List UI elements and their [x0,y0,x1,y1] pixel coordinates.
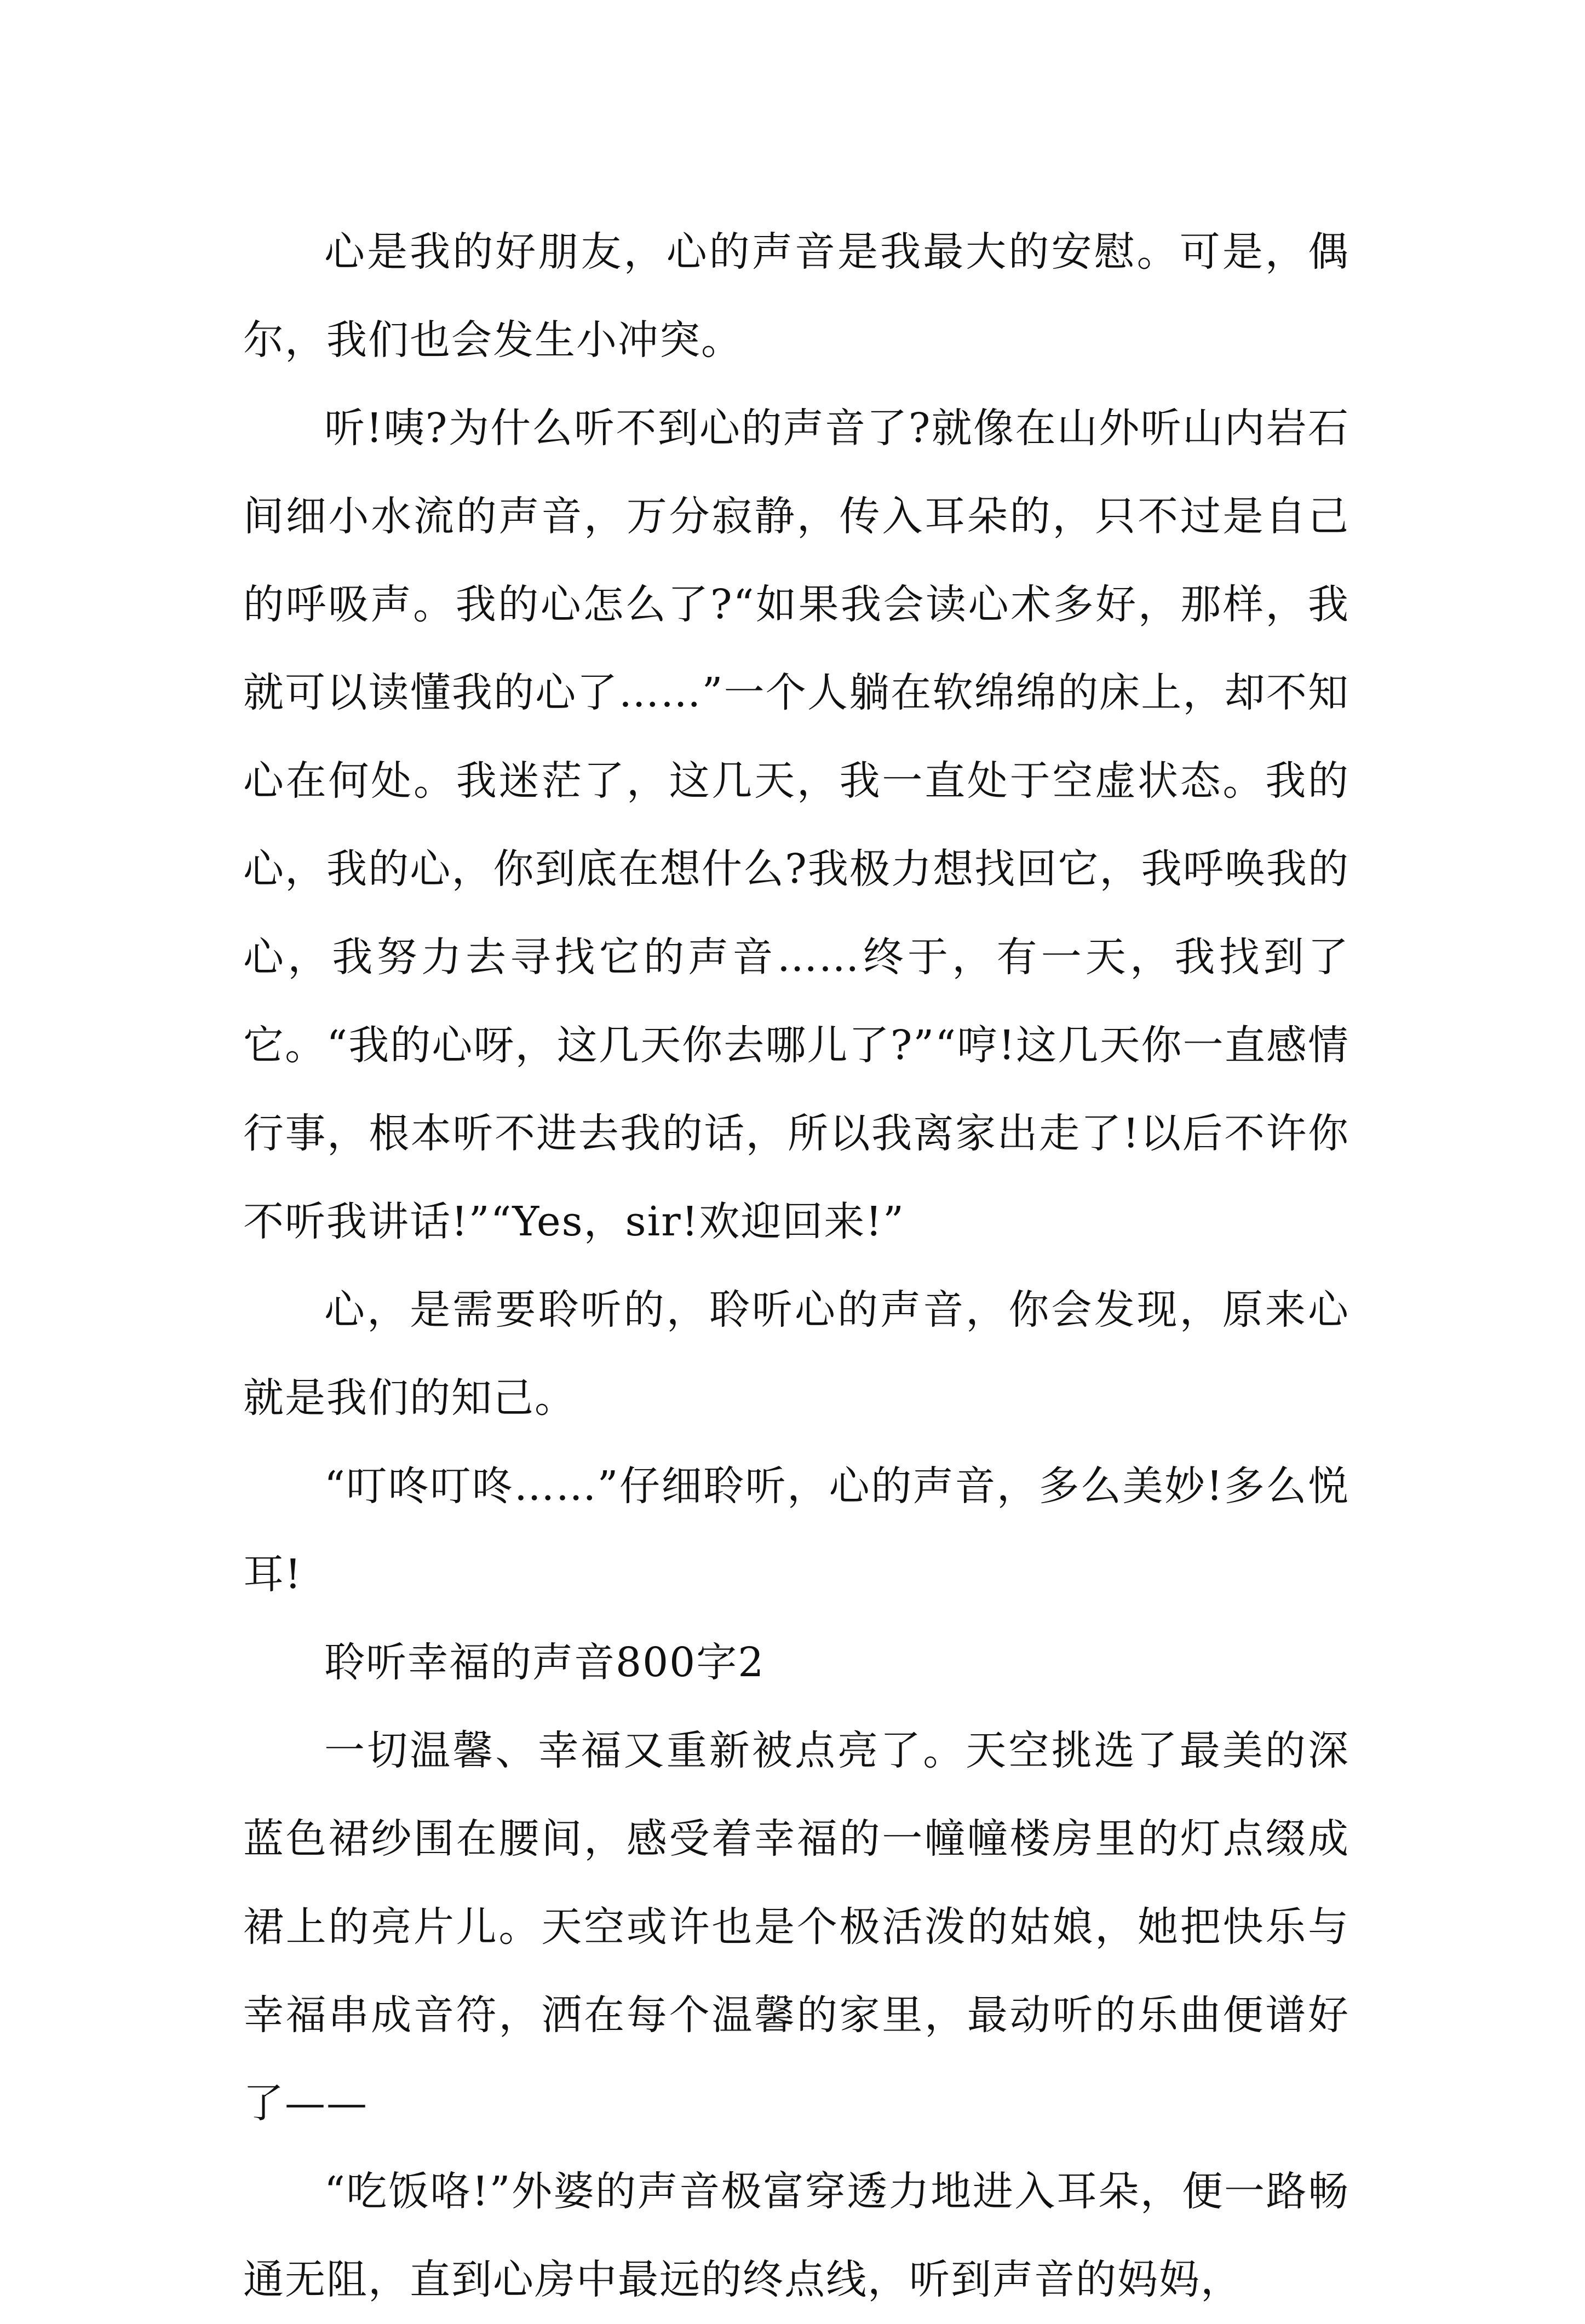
paragraph-4: “叮咚叮咚……”仔细聆听，心的声音，多么美妙!多么悦耳! [243,1463,1349,1598]
paragraph-1: 心是我的好朋友，心的声音是我最大的安慰。可是，偶尔，我们也会发生小冲突。 [243,228,1349,364]
document-body [243,208,1349,2324]
paragraph-5: 一切温馨、幸福又重新被点亮了。天空挑选了最美的深蓝色裙纱围在腰间，感受着幸福的一幢幢楼房里的灯点缀成裙上的亮片儿。天空或许也是个极活泼的姑娘，她把快乐与幸福串成音符，洒在每个温馨的家里，最动听的乐曲便谱好了—— [243,1727,1349,2127]
paragraph-3: 心，是需要聆听的，聆听心的声音，你会发现，原来心就是我们的知己。 [243,1286,1349,1422]
section-heading: 聆听幸福的声音800字2 [324,1639,765,1686]
paragraph-6: “吃饭咯!”外婆的声音极富穿透力地进入耳朵，便一路畅通无阻，直到心房中最远的终点线，听到声音的妈妈， [243,2168,1349,2303]
paragraph-2: 听!咦?为什么听不到心的声音了?就像在山外听山内岩石间细小水流的声音，万分寂静，传入耳朵的，只不过是自己的呼吸声。我的心怎么了?“如果我会读心术多好，那样，我就可以读懂我的心了……”一个人躺在软绵绵的床上，却不知心在何处。我迷茫了，这几天，我一直处于空虚状态。我的心，我的心，你到底在想什么?我极力想找回它，我呼唤我的心，我努力去寻找它的声音……终于，有一天，我找到了它。“我的心呀，这几天你去哪儿了?”“哼!这几天你一直感情行事，根本听不进去我的话，所以我离家出走了!以后不许你不听我讲话!”“Yes，sir!欢迎回来!” [243,405,1349,1245]
